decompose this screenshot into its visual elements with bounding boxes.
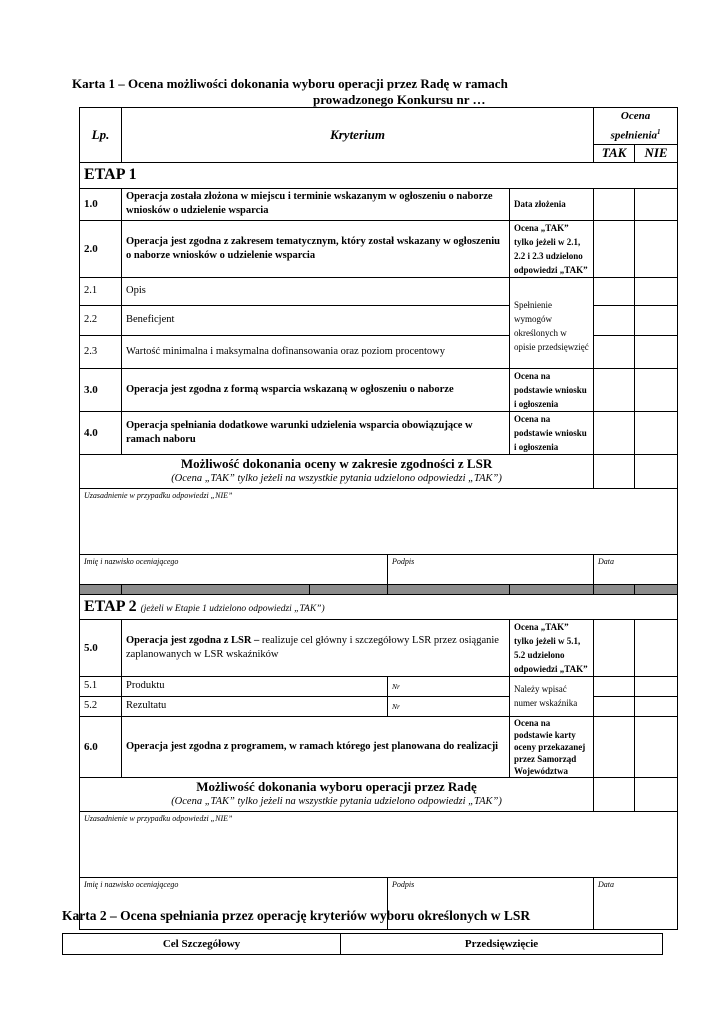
row-5-0-text: realizuje cel główny i szczegółowy LSR przez osiąganie zaplanowanych w LSR wskaźników — [126, 634, 499, 660]
etap1-justification[interactable]: Uzasadnienie w przypadku odpowiedzi „NIE” — [80, 488, 678, 554]
row-2-1-nie-cell[interactable] — [635, 277, 678, 305]
row-5-0-nie-cell[interactable] — [635, 619, 678, 676]
karta1-table — [79, 107, 678, 930]
row-5-2-nr-field[interactable]: Nr — [388, 696, 510, 716]
footnote-mark: 1 — [657, 128, 661, 136]
row-4-0-tak-cell[interactable] — [594, 411, 635, 454]
etap2-summary-nie-cell[interactable] — [635, 777, 678, 811]
header-tak: TAK — [594, 144, 635, 162]
etap1-summary-title: Możliwość dokonania oceny w zakresie zgodności z LSR — [180, 456, 493, 472]
table-row — [80, 619, 678, 676]
row-2x-note: Spełnienie wymogów określonych w opisie przedsięwzięć — [510, 277, 594, 368]
row-1-0-lp: 1.0 — [80, 188, 122, 220]
etap2-evaluator-field[interactable]: Imię i nazwisko oceniającego — [80, 877, 388, 929]
karta2-table — [62, 933, 663, 955]
row-2-0-text: Operacja jest zgodna z zakresem tematycznym, który został wskazany w ogłoszeniu o naborze wniosków o udzielenie wsparcia — [122, 220, 510, 277]
row-5-0-note: Ocena „TAK” tylko jeżeli w 5.1, 5.2 udzielono odpowiedzi „TAK” — [510, 619, 594, 676]
table-row — [80, 676, 678, 696]
etap1-summary — [80, 454, 594, 488]
etap1-signature-field[interactable]: Podpis — [388, 554, 594, 584]
row-6-0-tak-cell[interactable] — [594, 716, 635, 777]
header-ocena — [594, 108, 678, 145]
row-4-0-nie-cell[interactable] — [635, 411, 678, 454]
row-5-1-text: Produktu — [122, 676, 388, 696]
row-2-3-text: Wartość minimalna i maksymalna dofinansowania oraz poziom procentowy — [122, 335, 510, 368]
header-lp: Lp. — [80, 108, 122, 163]
etap1-summary-sub: (Ocena „TAK” tylko jeżeli na wszystkie pytania udzielono odpowiedzi „TAK”) — [171, 473, 502, 485]
row-2-2-lp: 2.2 — [80, 305, 122, 335]
etap2-date-field[interactable]: Data — [594, 877, 678, 929]
etap1-date-field[interactable]: Data — [594, 554, 678, 584]
row-1-0-note: Data złożenia — [510, 188, 594, 220]
table-row — [80, 188, 678, 220]
etap1-summary-nie-cell[interactable] — [635, 454, 678, 488]
row-5-2-lp: 5.2 — [80, 696, 122, 716]
table-row — [80, 220, 678, 277]
row-1-0-text: Operacja została złożona w miejscu i terminie wskazanym w ogłoszeniu o naborze wniosków o udzielenie wsparcia — [122, 188, 510, 220]
karta1-title-line2: prowadzonego Konkursu nr … — [313, 92, 486, 107]
row-4-0-text: Operacja spełniania dodatkowe warunki udzielenia wsparcia obowiązujące w ramach naboru — [122, 411, 510, 454]
karta2-col-przedsiewziecie: Przedsięwzięcie — [341, 934, 663, 955]
row-1-0-tak-cell[interactable] — [594, 188, 635, 220]
table-row — [80, 368, 678, 411]
header-nie: NIE — [635, 144, 678, 162]
row-4-0-note: Ocena na podstawie wniosku i ogłoszenia — [510, 411, 594, 454]
etap1-evaluator-field[interactable]: Imię i nazwisko oceniającego — [80, 554, 388, 584]
row-2-3-lp: 2.3 — [80, 335, 122, 368]
row-3-0-note: Ocena na podstawie wniosku i ogłoszenia — [510, 368, 594, 411]
header-kryterium: Kryterium — [122, 108, 594, 163]
row-6-0-lp: 6.0 — [80, 716, 122, 777]
row-3-0-tak-cell[interactable] — [594, 368, 635, 411]
etap2-summary-title: Możliwość dokonania wyboru operacji przez Radę — [196, 779, 477, 795]
etap2-title: ETAP 2 — [84, 597, 137, 615]
row-5-1-nie-cell[interactable] — [635, 676, 678, 696]
row-2-0-lp: 2.0 — [80, 220, 122, 277]
row-5x-note: Należy wpisać numer wskaźnika — [510, 676, 594, 716]
row-1-0-nie-cell[interactable] — [635, 188, 678, 220]
row-2-0-note: Ocena „TAK” tylko jeżeli w 2.1, 2.2 i 2.3 udzielono odpowiedzi „TAK” — [510, 220, 594, 277]
etap2-summary — [80, 777, 594, 811]
row-3-0-nie-cell[interactable] — [635, 368, 678, 411]
row-3-0-lp: 3.0 — [80, 368, 122, 411]
row-2-0-nie-cell[interactable] — [635, 220, 678, 277]
row-2-2-nie-cell[interactable] — [635, 305, 678, 335]
header-ocena-label: Ocena — [620, 110, 651, 122]
karta2-col-cel: Cel Szczegółowy — [63, 934, 341, 955]
row-5-2-text: Rezultatu — [122, 696, 388, 716]
row-2-1-lp: 2.1 — [80, 277, 122, 305]
etap2-signature-field[interactable]: Podpis — [388, 877, 594, 929]
row-6-0-note: Ocena na podstawie karty oceny przekazanej przez Samorząd Województwa — [510, 716, 594, 777]
row-6-0-nie-cell[interactable] — [635, 716, 678, 777]
row-5-0-lp: 5.0 — [80, 619, 122, 676]
row-2-3-nie-cell[interactable] — [635, 335, 678, 368]
row-2-0-tak-cell[interactable] — [594, 220, 635, 277]
row-5-1-tak-cell[interactable] — [594, 676, 635, 696]
row-4-0-lp: 4.0 — [80, 411, 122, 454]
row-5-2-tak-cell[interactable] — [594, 696, 635, 716]
row-5-1-nr-field[interactable]: Nr — [388, 676, 510, 696]
row-3-0-text: Operacja jest zgodna z formą wsparcia wskazaną w ogłoszeniu o naborze — [122, 368, 510, 411]
table-row — [80, 411, 678, 454]
row-6-0-text: Operacja jest zgodna z programem, w ramach którego jest planowana do realizacji — [122, 716, 510, 777]
etap2-subtitle: (jeżeli w Etapie 1 udzielono odpowiedzi „TAK”) — [140, 603, 325, 614]
karta2-title: Karta 2 – Ocena spełniania przez operację kryteriów wyboru określonych w LSR — [62, 908, 531, 923]
separator-row — [80, 584, 678, 594]
row-5-1-lp: 5.1 — [80, 676, 122, 696]
row-5-0-text-bold: Operacja jest zgodna z LSR – — [126, 634, 260, 646]
header-spelnienia: spełnienia — [610, 129, 658, 142]
row-5-0-tak-cell[interactable] — [594, 619, 635, 676]
row-2-2-text: Beneficjent — [122, 305, 510, 335]
table-row — [80, 716, 678, 777]
etap2-justification[interactable]: Uzasadnienie w przypadku odpowiedzi „NIE” — [80, 811, 678, 877]
etap2-summary-sub: (Ocena „TAK” tylko jeżeli na wszystkie pytania udzielono odpowiedzi „TAK”) — [171, 796, 502, 808]
etap1-summary-tak-cell[interactable] — [594, 454, 635, 488]
karta1-title-line1: Karta 1 – Ocena możliwości dokonania wyboru operacji przez Radę w ramach — [72, 76, 508, 91]
row-2-2-tak-cell[interactable] — [594, 305, 635, 335]
table-row — [80, 277, 678, 305]
etap2-summary-tak-cell[interactable] — [594, 777, 635, 811]
row-2-1-tak-cell[interactable] — [594, 277, 635, 305]
etap2-header — [80, 594, 678, 619]
row-2-1-text: Opis — [122, 277, 510, 305]
etap1-title: ETAP 1 — [80, 162, 678, 188]
row-5-2-nie-cell[interactable] — [635, 696, 678, 716]
row-2-3-tak-cell[interactable] — [594, 335, 635, 368]
